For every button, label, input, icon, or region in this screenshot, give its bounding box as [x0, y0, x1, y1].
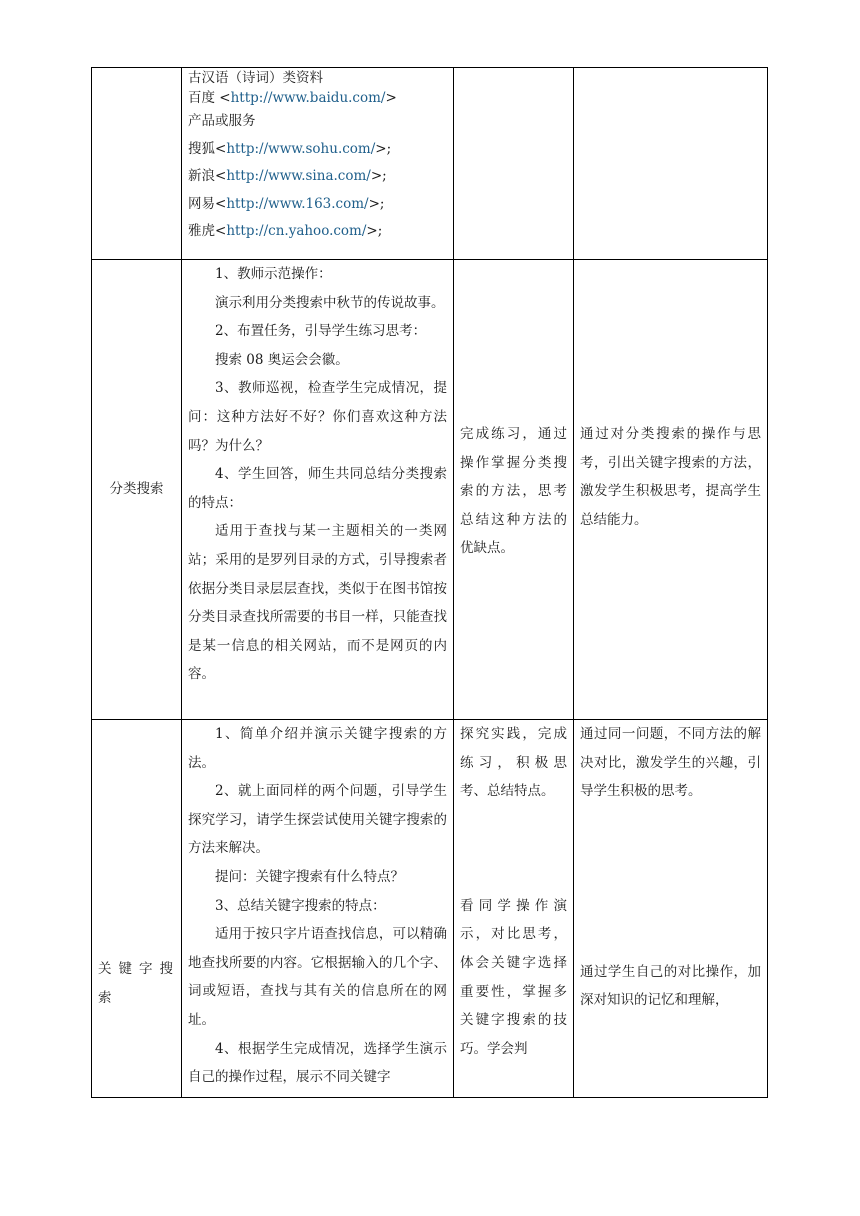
row-label-cell: 分类搜索 — [92, 260, 182, 720]
design-intent-cell — [574, 260, 768, 720]
teacher-activity-cell — [182, 260, 454, 720]
student-activity-cell — [454, 260, 574, 720]
sohu-link[interactable]: http://www.sohu.com/ — [226, 140, 376, 157]
teacher-step: 2、布置任务，引导学生练习思考： — [215, 323, 427, 340]
teacher-step: 适用于按只字片语查找信息，可以精确地查找所要的内容。它根据输入的几个字、词或短语，查找与其有关的信息所在的网址。 — [188, 926, 447, 1028]
design-intent-text: 通过学生自己的对比操作，加深对知识的记忆和理解， — [580, 963, 761, 1009]
teacher-step: 提问：关键字搜索有什么特点？ — [215, 868, 404, 885]
design-intent-cell — [574, 68, 768, 260]
resource-sohu: 搜狐<http://www.sohu.com/>; — [188, 140, 392, 157]
resource-yahoo: 雅虎<http://cn.yahoo.com/>; — [188, 223, 383, 240]
baidu-link[interactable]: http://www.baidu.com/ — [230, 90, 386, 106]
student-activity-text: 完成练习，通过操作掌握分类搜索的方法，思考总结这种方法的优缺点。 — [460, 426, 567, 557]
teacher-step: 4、学生回答，师生共同总结分类搜索的特点： — [188, 466, 447, 511]
student-activity-cell — [454, 720, 574, 1098]
resource-heading: 古汉语（诗词）类资料 — [188, 70, 323, 86]
sina-link[interactable]: http://www.sina.com/ — [226, 168, 371, 185]
row-label-cell: 关键字搜索 — [92, 720, 182, 1098]
resource-baidu: 百度 <http://www.baidu.com/> — [188, 90, 397, 106]
student-activity-cell — [454, 68, 574, 260]
resource-163: 网易<http://www.163.com/>; — [188, 195, 385, 212]
teacher-step: 1、教师示范操作： — [215, 266, 332, 282]
teacher-step: 1、简单介绍并演示关键字搜索的方法。 — [188, 726, 447, 771]
teacher-step: 搜索 08 奥运会会徽。 — [215, 351, 349, 368]
teacher-step: 4、根据学生完成情况，选择学生演示自己的操作过程，展示不同关键字 — [188, 1040, 447, 1086]
student-activity-text: 看同学操作演示，对比思考，体会关键字选择重要性，掌握多关键字搜索的技巧。学会判 — [460, 897, 567, 1057]
table-row-keyword-search — [92, 720, 768, 1098]
resource-list-cell — [182, 68, 454, 260]
design-intent-text: 通过同一问题，不同方法的解决对比，激发学生的兴趣，引导学生积极的思考。 — [580, 726, 761, 800]
student-activity-text: 探究实践，完成 练习，积极思考、总结特点。 — [460, 726, 567, 800]
teacher-activity-cell — [182, 720, 454, 1098]
yahoo-link[interactable]: http://cn.yahoo.com/ — [226, 223, 367, 240]
teacher-step: 演示利用分类搜索中秋节的传说故事。 — [215, 294, 445, 311]
table-row-resources — [92, 68, 768, 260]
design-intent-cell — [574, 720, 768, 1098]
row-label-cell — [92, 68, 182, 260]
table-row-category-search — [92, 260, 768, 720]
resource-sina: 新浪<http://www.sina.com/>; — [188, 168, 387, 185]
teacher-step: 3、总结关键字搜索的特点： — [215, 897, 386, 914]
design-intent-text: 通过对分类搜索的操作与思考，引出关键字搜索的方法，激发学生积极思考，提高学生总结能力。 — [580, 426, 761, 528]
resource-products: 产品或服务 — [188, 113, 256, 129]
lesson-plan-table — [91, 67, 768, 1098]
teacher-step: 3、教师巡视，检查学生完成情况，提问：这种方法好不好？你们喜欢这种方法吗？为什么？ — [188, 380, 447, 454]
teacher-step: 2、就上面同样的两个问题，引导学生探究学习，请学生探尝试使用关键字搜索的方法来解决。 — [188, 783, 447, 857]
wangyi-link[interactable]: http://www.163.com/ — [226, 195, 369, 212]
teacher-step: 适用于查找与某一主题相关的一类网站；采用的是罗列目录的方式，引导搜索者依据分类目录层层查找，类似于在图书馆按分类目录查找所需要的书目一样，只能查找是某一信息的相关网站，而不是网页的内容。 — [188, 523, 447, 683]
